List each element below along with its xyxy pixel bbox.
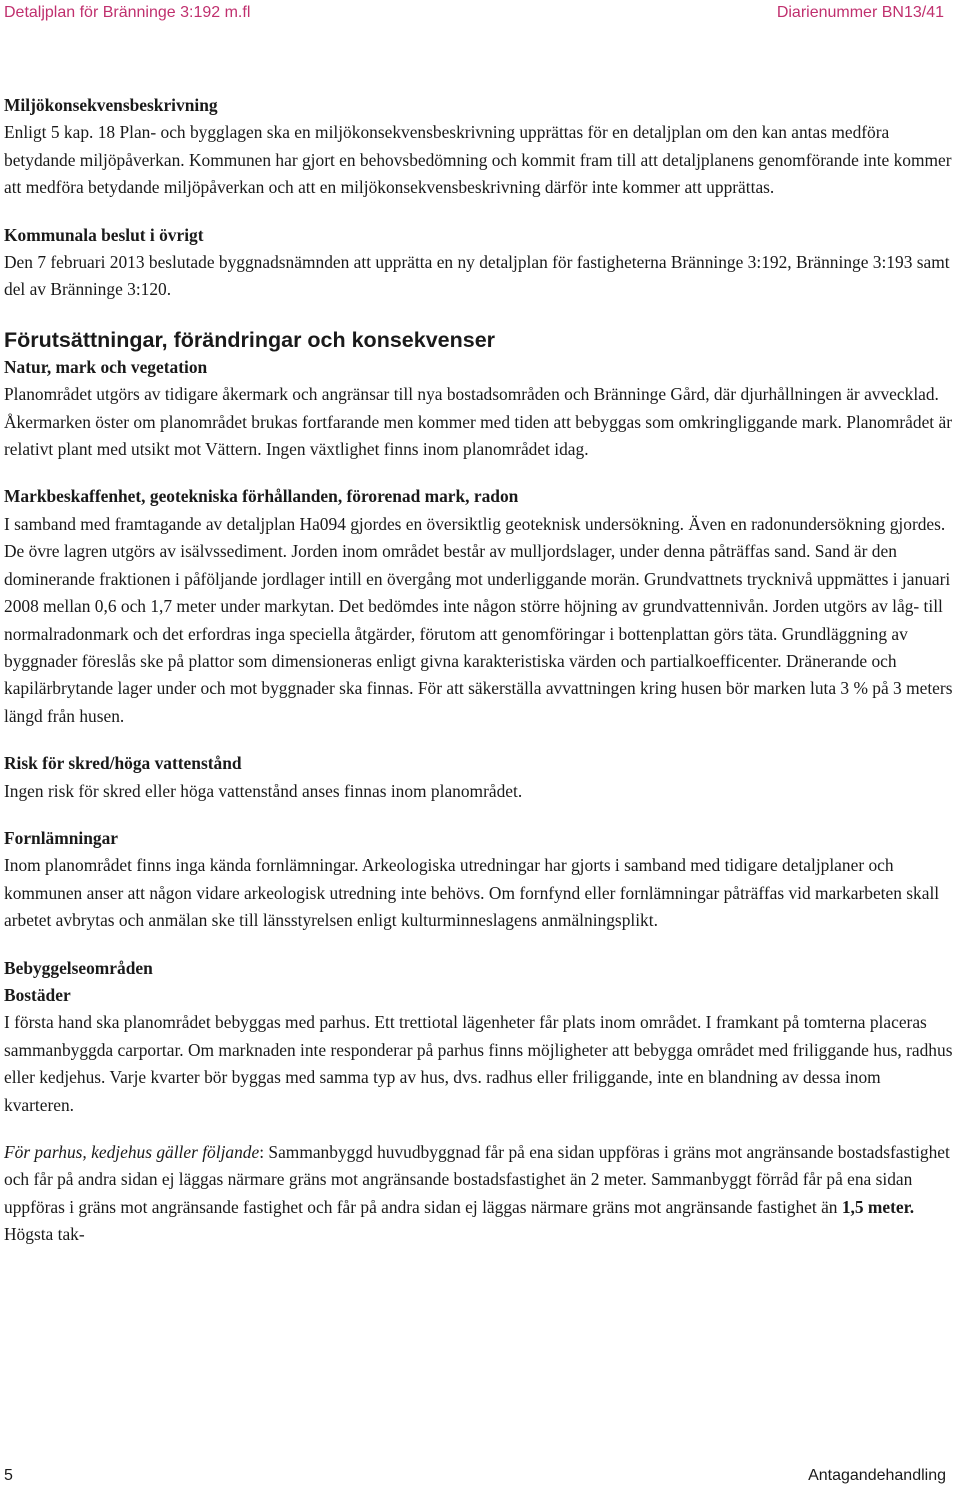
- page-header: [0, 4, 960, 30]
- heading-markbeskaffenhet: Markbeskaffenhet, geotekniska förhållanden, förorenad mark, radon: [4, 486, 519, 507]
- subheading-bostader: Bostäder: [4, 984, 71, 1005]
- footer-label: Antagandehandling: [808, 1467, 946, 1484]
- paragraph-risk: Ingen risk för skred eller höga vattenstånd anses finnas inom planområdet.: [4, 780, 523, 801]
- header-diary-number: Diarienummer BN13/41: [776, 4, 944, 21]
- header-document-title: Detaljplan för Bränninge 3:192 m.fl: [4, 4, 251, 21]
- paragraph-bostader: I första hand ska planområdet bebyggas med parhus. Ett trettiotal lägenheter får plats inom området. I framkant på tomterna placeras sammanbyggda carportar. Om marknaden inte responderar på parhus finns möjligheter att bebygga området med friliggande hus, radhus eller kedjehus. Varje kvarter bör byggas med samma typ av hus, dvs. radhus eller friliggande, inte en blandning av dessa inom kvarteren.: [4, 1012, 953, 1115]
- paragraph-parhus: [4, 1139, 954, 1249]
- page-footer: [0, 1467, 960, 1491]
- paragraph-natur: Planområdet utgörs av tidigare åkermark och angränsar till nya bostadsområden och Bränninge Gård, där djurhållningen är avvecklad. Åkermarken öster om planområdet brukas fortfarande men kommer med tiden att bebyggas som omkringliggande mark. Planområdet är relativt plant med utsikt mot Vättern. Ingen växtlighet finns inom planområdet idag.: [4, 384, 952, 460]
- heading-miljokonsekvens: Miljökonsekvensbeskrivning: [4, 95, 218, 115]
- parhus-bold-value: 1,5 meter.: [841, 1196, 915, 1217]
- parhus-text: : Sammanbyggd huvudbyggnad får på ena sidan uppföras i gräns mot angränsande bostadsfastighet och får på andra sidan ej läggas närmare gräns mot angränsande bostadsfastighet än 2 meter. Sammanbyggt förråd får på ena sidan uppföras i gräns mot angränsande fastighet och får på andra sidan ej läggas närmare gräns mot angränsande fastighet än: [4, 1142, 950, 1217]
- page-number: 5: [4, 1467, 13, 1484]
- heading-fornlamningar: Fornlämningar: [4, 827, 119, 848]
- paragraph-markbeskaffenhet: I samband med framtagande av detaljplan Ha094 gjordes en översiktlig geoteknisk undersökning. Även en radonundersökning gjordes. De övre lagren utgörs av isälvssediment. Jorden inom området består av mulljordslager, under denna påträffas sand. Sand är den dominerande fraktionen i påföljande jordlager intill en övergång mot underliggande morän. Grundvattnets trycknivå uppmättes i januari 2008 mellan 0,6 och 1,7 meter under markytan. Det bedömdes inte någon större höjning av grundvattennivån. Jorden utgörs av låg- till normalradonmark och det erfordras inga speciella åtgärder, förutom att genomföringar i bottenplattan görs täta. Grundläggning av byggnader föreslås ske på plattor som dimensioneras enligt givna karakteristiska värden och partialkoefficenter. Dränerande och kapilärbrytande lager under och mot byggnader ska finnas. För att säkerställa avvattningen kring husen bör marken luta 3 % på 3 meters längd från husen.: [4, 513, 953, 726]
- heading-risk: Risk för skred/höga vattenstånd: [4, 753, 242, 774]
- document-body: [4, 92, 954, 1249]
- paragraph-miljokonsekvens: Enligt 5 kap. 18 Plan- och bygglagen ska en miljökonsekvensbeskrivning upprättas för en detaljplan om den kan antas medföra betydande miljöpåverkan. Kommunen har gjort en behovsbedömning och kommit fram till att detaljplanens genomförande inte kommer att medföra betydande miljöpåverkan och att en miljökonsekvensbeskrivning därför inte kommer att upprättas.: [4, 122, 952, 198]
- heading-kommunala-beslut: Kommunala beslut i övrigt: [4, 224, 204, 245]
- parhus-text-end: Högsta tak-: [4, 1224, 85, 1245]
- subheading-natur: Natur, mark och vegetation: [4, 356, 208, 377]
- heading-bebyggelse: Bebyggelseområden: [4, 957, 153, 978]
- heading-forutsattningar: Förutsättningar, förändringar och konsekvenser: [4, 327, 496, 352]
- paragraph-fornlamningar: Inom planområdet finns inga kända fornlämningar. Arkeologiska utredningar har gjorts i samband med tidigare detaljplaner och kommunen anser att någon vidare arkeologisk utredning inte behövs. Om fornfynd eller fornlämningar påträffas vid markarbeten skall arbetet avbrytas och anmälan ske till länsstyrelsen enligt kulturminneslagens anmälningsplikt.: [4, 855, 940, 931]
- paragraph-kommunala-beslut: Den 7 februari 2013 beslutade byggnadsnämnden att upprätta en ny detaljplan för fastigheterna Bränninge 3:192, Bränninge 3:193 samt del av Bränninge 3:120.: [4, 252, 950, 300]
- parhus-italic-lead: För parhus, kedjehus gäller följande: [4, 1142, 260, 1162]
